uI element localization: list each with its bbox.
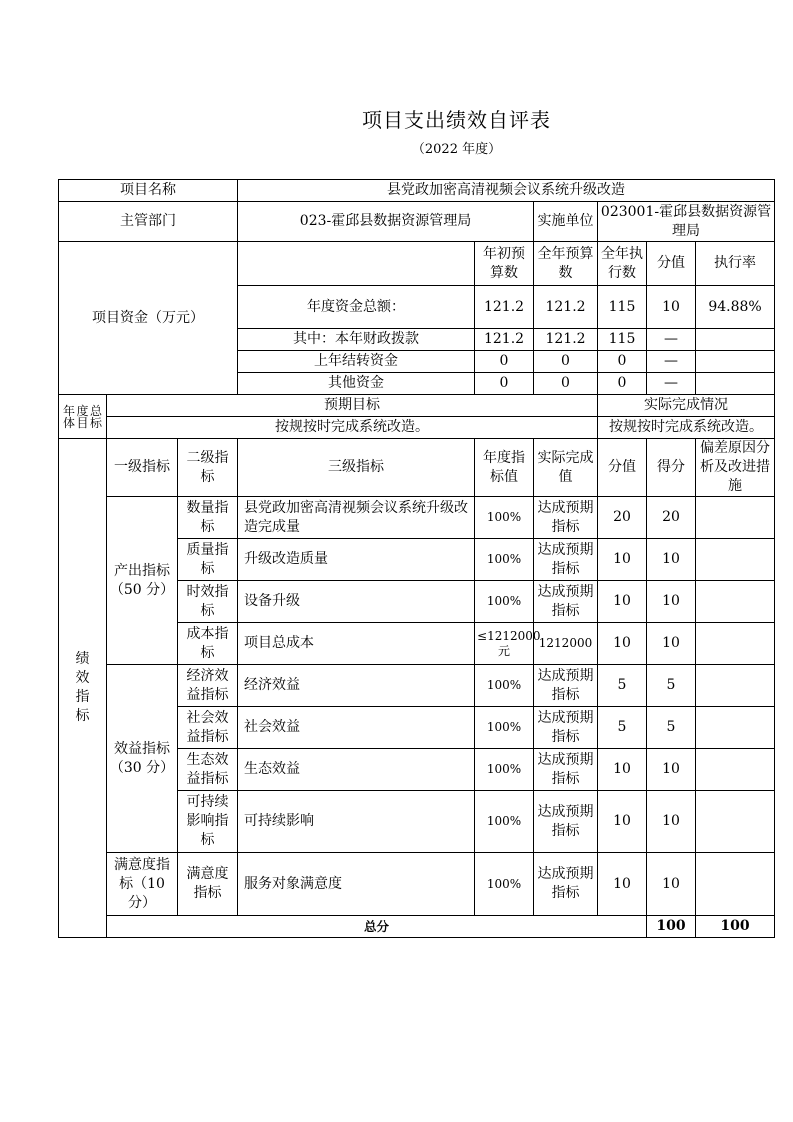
l2-cell: 时效指标 — [178, 581, 238, 623]
score-cell: 5 — [647, 707, 696, 749]
dept-value: 023-霍邱县数据资源管理局 — [238, 202, 534, 242]
total-score: 100 — [696, 916, 775, 938]
header-initial-budget: 年初预算数 — [475, 242, 534, 286]
header-executed: 全年执行数 — [598, 242, 647, 286]
score-cell: 10 — [647, 791, 696, 853]
target-cell: 100% — [475, 581, 534, 623]
actual-cell: 达成预期指标 — [534, 707, 598, 749]
l1-output: 产出指标（50 分） — [107, 497, 178, 665]
fund-rate — [696, 329, 775, 351]
l2-cell: 质量指标 — [178, 539, 238, 581]
score-cell: 5 — [647, 665, 696, 707]
fund-rate — [696, 351, 775, 373]
fund-row-label: 上年结转资金 — [238, 351, 475, 373]
reason-cell — [696, 497, 775, 539]
reason-cell — [696, 791, 775, 853]
l3-cell: 经济效益 — [238, 665, 475, 707]
fund-exec: 115 — [598, 286, 647, 329]
fund-score-value: — — [647, 329, 696, 351]
impl-unit-value: 023001-霍邱县数据资源管理局 — [598, 202, 775, 242]
l2-cell: 社会效益指标 — [178, 707, 238, 749]
indicator-header-row — [59, 439, 775, 497]
header-target: 年度指标值 — [475, 439, 534, 497]
header-l1: 一级指标 — [107, 439, 178, 497]
l2-cell: 生态效益指标 — [178, 749, 238, 791]
score-cell: 10 — [647, 539, 696, 581]
fund-initial: 121.2 — [475, 329, 534, 351]
score-value-cell: 5 — [598, 665, 647, 707]
expected-goal: 按规按时完成系统改造。 — [107, 417, 598, 439]
target-cell: ≤1212000元 — [475, 623, 534, 665]
total-label: 总分 — [107, 916, 647, 938]
l3-cell: 可持续影响 — [238, 791, 475, 853]
project-name: 县党政加密高清视频会议系统升级改造 — [238, 180, 775, 202]
target-cell: 100% — [475, 665, 534, 707]
project-name-row — [59, 180, 775, 202]
score-value-cell: 5 — [598, 707, 647, 749]
score-cell: 20 — [647, 497, 696, 539]
score-cell: 10 — [647, 581, 696, 623]
indicator-row — [59, 497, 775, 539]
funds-label: 项目资金（万元） — [59, 242, 238, 395]
l3-cell: 服务对象满意度 — [238, 853, 475, 916]
actual-cell: 达成预期指标 — [534, 791, 598, 853]
fund-full: 121.2 — [534, 286, 598, 329]
dept-row — [59, 202, 775, 242]
reason-cell — [696, 749, 775, 791]
header-score-value: 分值 — [647, 242, 696, 286]
score-value-cell: 10 — [598, 539, 647, 581]
fund-rate — [696, 373, 775, 395]
dept-label: 主管部门 — [59, 202, 238, 242]
fund-full: 0 — [534, 373, 598, 395]
fund-rate: 94.88% — [696, 286, 775, 329]
l1-benefit: 效益指标（30 分） — [107, 665, 178, 853]
actual-cell: 1212000 — [534, 623, 598, 665]
fund-exec: 0 — [598, 351, 647, 373]
score-value-cell: 20 — [598, 497, 647, 539]
header-actual: 实际完成值 — [534, 439, 598, 497]
year-subtitle: （2022 年度） — [411, 142, 502, 157]
total-row — [59, 916, 775, 938]
funds-header-blank — [238, 242, 475, 286]
fund-exec: 115 — [598, 329, 647, 351]
total-score-value: 100 — [647, 916, 696, 938]
actual-goal: 按规按时完成系统改造。 — [598, 417, 775, 439]
target-cell: 100% — [475, 791, 534, 853]
reason-cell — [696, 707, 775, 749]
header-ind-score-value: 分值 — [598, 439, 647, 497]
project-name-label: 项目名称 — [59, 180, 238, 202]
actual-cell: 达成预期指标 — [534, 539, 598, 581]
fund-initial: 0 — [475, 351, 534, 373]
l3-cell: 项目总成本 — [238, 623, 475, 665]
reason-cell — [696, 665, 775, 707]
indicator-row — [59, 665, 775, 707]
l1-satisfaction: 满意度指标（10 分） — [107, 853, 178, 916]
fund-full: 121.2 — [534, 329, 598, 351]
performance-table — [58, 179, 775, 938]
l2-cell: 成本指标 — [178, 623, 238, 665]
actual-cell: 达成预期指标 — [534, 497, 598, 539]
target-cell: 100% — [475, 853, 534, 916]
actual-cell: 达成预期指标 — [534, 853, 598, 916]
header-exec-rate: 执行率 — [696, 242, 775, 286]
target-cell: 100% — [475, 707, 534, 749]
fund-row-label: 年度资金总额： — [238, 286, 475, 329]
fund-score-value: — — [647, 373, 696, 395]
l3-cell: 社会效益 — [238, 707, 475, 749]
l2-cell: 满意度指标 — [178, 853, 238, 916]
fund-initial: 0 — [475, 373, 534, 395]
target-cell: 100% — [475, 539, 534, 581]
reason-cell — [696, 539, 775, 581]
impl-unit-label: 实施单位 — [534, 202, 598, 242]
fund-row-label: 其中：本年财政拨款 — [238, 329, 475, 351]
score-value-cell: 10 — [598, 623, 647, 665]
indicators-side-text: 绩效指标 — [75, 651, 90, 724]
score-value-cell: 10 — [598, 749, 647, 791]
actual-cell: 达成预期指标 — [534, 581, 598, 623]
indicator-row — [59, 853, 775, 916]
l3-cell: 生态效益 — [238, 749, 475, 791]
l3-cell: 升级改造质量 — [238, 539, 475, 581]
fund-row-label: 其他资金 — [238, 373, 475, 395]
reason-cell — [696, 623, 775, 665]
expected-goal-label: 预期目标 — [107, 395, 598, 417]
header-ind-score: 得分 — [647, 439, 696, 497]
reason-cell — [696, 581, 775, 623]
indicators-side-label — [59, 439, 107, 938]
score-cell: 10 — [647, 749, 696, 791]
actual-goal-label: 实际完成情况 — [598, 395, 775, 417]
fund-initial: 121.2 — [475, 286, 534, 329]
score-value-cell: 10 — [598, 581, 647, 623]
fund-score-value: — — [647, 351, 696, 373]
score-cell: 10 — [647, 623, 696, 665]
fund-exec: 0 — [598, 373, 647, 395]
l2-cell: 经济效益指标 — [178, 665, 238, 707]
funds-header-row — [59, 242, 775, 286]
fund-full: 0 — [534, 351, 598, 373]
goals-content-row — [59, 417, 775, 439]
score-value-cell: 10 — [598, 791, 647, 853]
target-cell: 100% — [475, 749, 534, 791]
reason-cell — [696, 853, 775, 916]
header-l3: 三级指标 — [238, 439, 475, 497]
l3-cell: 县党政加密高清视频会议系统升级改造完成量 — [238, 497, 475, 539]
actual-cell: 达成预期指标 — [534, 749, 598, 791]
header-full-budget: 全年预算数 — [534, 242, 598, 286]
goals-header-row — [59, 395, 775, 417]
header-reason: 偏差原因分析及改进措施 — [696, 439, 775, 497]
score-cell: 10 — [647, 853, 696, 916]
l2-cell: 可持续影响指标 — [178, 791, 238, 853]
header-l2: 二级指标 — [178, 439, 238, 497]
fund-score-value: 10 — [647, 286, 696, 329]
l3-cell: 设备升级 — [238, 581, 475, 623]
page-title: 项目支出绩效自评表 — [362, 108, 551, 132]
l2-cell: 数量指标 — [178, 497, 238, 539]
score-value-cell: 10 — [598, 853, 647, 916]
goals-side-label: 年度总体目标 — [59, 395, 107, 439]
target-cell: 100% — [475, 497, 534, 539]
actual-cell: 达成预期指标 — [534, 665, 598, 707]
